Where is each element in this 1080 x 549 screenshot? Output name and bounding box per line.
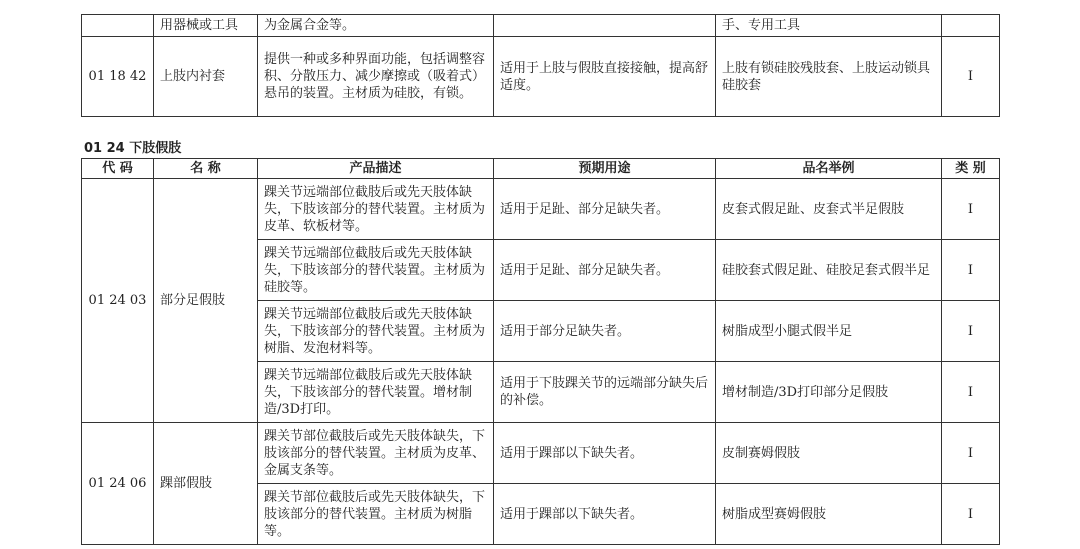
category-cell: Ⅰ	[942, 37, 1000, 117]
description-cell: 踝关节远端部位截肢后或先天肢体缺失，下肢该部分的替代装置。主材质为树脂、发泡材料等。	[258, 301, 494, 362]
table-row	[82, 423, 1000, 484]
table-row	[82, 15, 1000, 37]
description-cell: 踝关节部位截肢后或先天肢体缺失，下肢该部分的替代装置。主材质为皮革、金属支条等。	[258, 423, 494, 484]
code-cell: 01 24 03	[82, 179, 154, 423]
intended-use-cell: 适用于足趾、部分足缺失者。	[494, 179, 716, 240]
intended-use-cell: 适用于足趾、部分足缺失者。	[494, 240, 716, 301]
header-name: 名 称	[154, 159, 258, 179]
table-row	[82, 37, 1000, 117]
name-cell: 用器械或工具	[154, 15, 258, 37]
examples-cell: 皮套式假足趾、皮套式半足假肢	[716, 179, 942, 240]
examples-cell: 树脂成型小腿式假半足	[716, 301, 942, 362]
header-intended-use: 预期用途	[494, 159, 716, 179]
header-category: 类 别	[942, 159, 1000, 179]
table-row	[82, 179, 1000, 240]
description-cell: 为金属合金等。	[258, 15, 494, 37]
intended-use-cell: 适用于上肢与假肢直接接触，提高舒适度。	[494, 37, 716, 117]
lower-limb-prosthesis-table	[81, 158, 1000, 545]
section-heading: 01 24 下肢假肢	[84, 141, 182, 156]
category-cell	[942, 15, 1000, 37]
header-row	[82, 159, 1000, 179]
category-cell: Ⅰ	[942, 362, 1000, 423]
description-cell: 踝关节远端部位截肢后或先天肢体缺失，下肢该部分的替代装置。增材制造/3D打印。	[258, 362, 494, 423]
intended-use-cell: 适用于踝部以下缺失者。	[494, 423, 716, 484]
description-cell: 踝关节远端部位截肢后或先天肢体缺失，下肢该部分的替代装置。主材质为硅胶等。	[258, 240, 494, 301]
continuation-table	[81, 14, 1000, 117]
examples-cell: 手、专用工具	[716, 15, 942, 37]
header-description: 产品描述	[258, 159, 494, 179]
intended-use-cell: 适用于部分足缺失者。	[494, 301, 716, 362]
examples-cell: 上肢有锁硅胶残肢套、上肢运动锁具硅胶套	[716, 37, 942, 117]
examples-cell: 皮制赛姆假肢	[716, 423, 942, 484]
name-cell: 部分足假肢	[154, 179, 258, 423]
name-cell: 上肢内衬套	[154, 37, 258, 117]
examples-cell: 增材制造/3D打印部分足假肢	[716, 362, 942, 423]
category-cell: Ⅰ	[942, 301, 1000, 362]
header-code: 代 码	[82, 159, 154, 179]
description-cell: 踝关节部位截肢后或先天肢体缺失，下肢该部分的替代装置。主材质为树脂等。	[258, 484, 494, 545]
intended-use-cell: 适用于踝部以下缺失者。	[494, 484, 716, 545]
examples-cell: 树脂成型赛姆假肢	[716, 484, 942, 545]
examples-cell: 硅胶套式假足趾、硅胶足套式假半足	[716, 240, 942, 301]
header-examples: 品名举例	[716, 159, 942, 179]
intended-use-cell	[494, 15, 716, 37]
code-cell: 01 24 06	[82, 423, 154, 545]
code-cell: 01 18 42	[82, 37, 154, 117]
category-cell: Ⅰ	[942, 423, 1000, 484]
category-cell: Ⅰ	[942, 240, 1000, 301]
description-cell: 提供一种或多种界面功能，包括调整容积、分散压力、减少摩擦或（吸着式）悬吊的装置。主材质为硅胶，有锁。	[258, 37, 494, 117]
code-cell	[82, 15, 154, 37]
category-cell: Ⅰ	[942, 484, 1000, 545]
name-cell: 踝部假肢	[154, 423, 258, 545]
intended-use-cell: 适用于下肢踝关节的远端部分缺失后的补偿。	[494, 362, 716, 423]
description-cell: 踝关节远端部位截肢后或先天肢体缺失，下肢该部分的替代装置。主材质为皮革、软板材等。	[258, 179, 494, 240]
category-cell: Ⅰ	[942, 179, 1000, 240]
